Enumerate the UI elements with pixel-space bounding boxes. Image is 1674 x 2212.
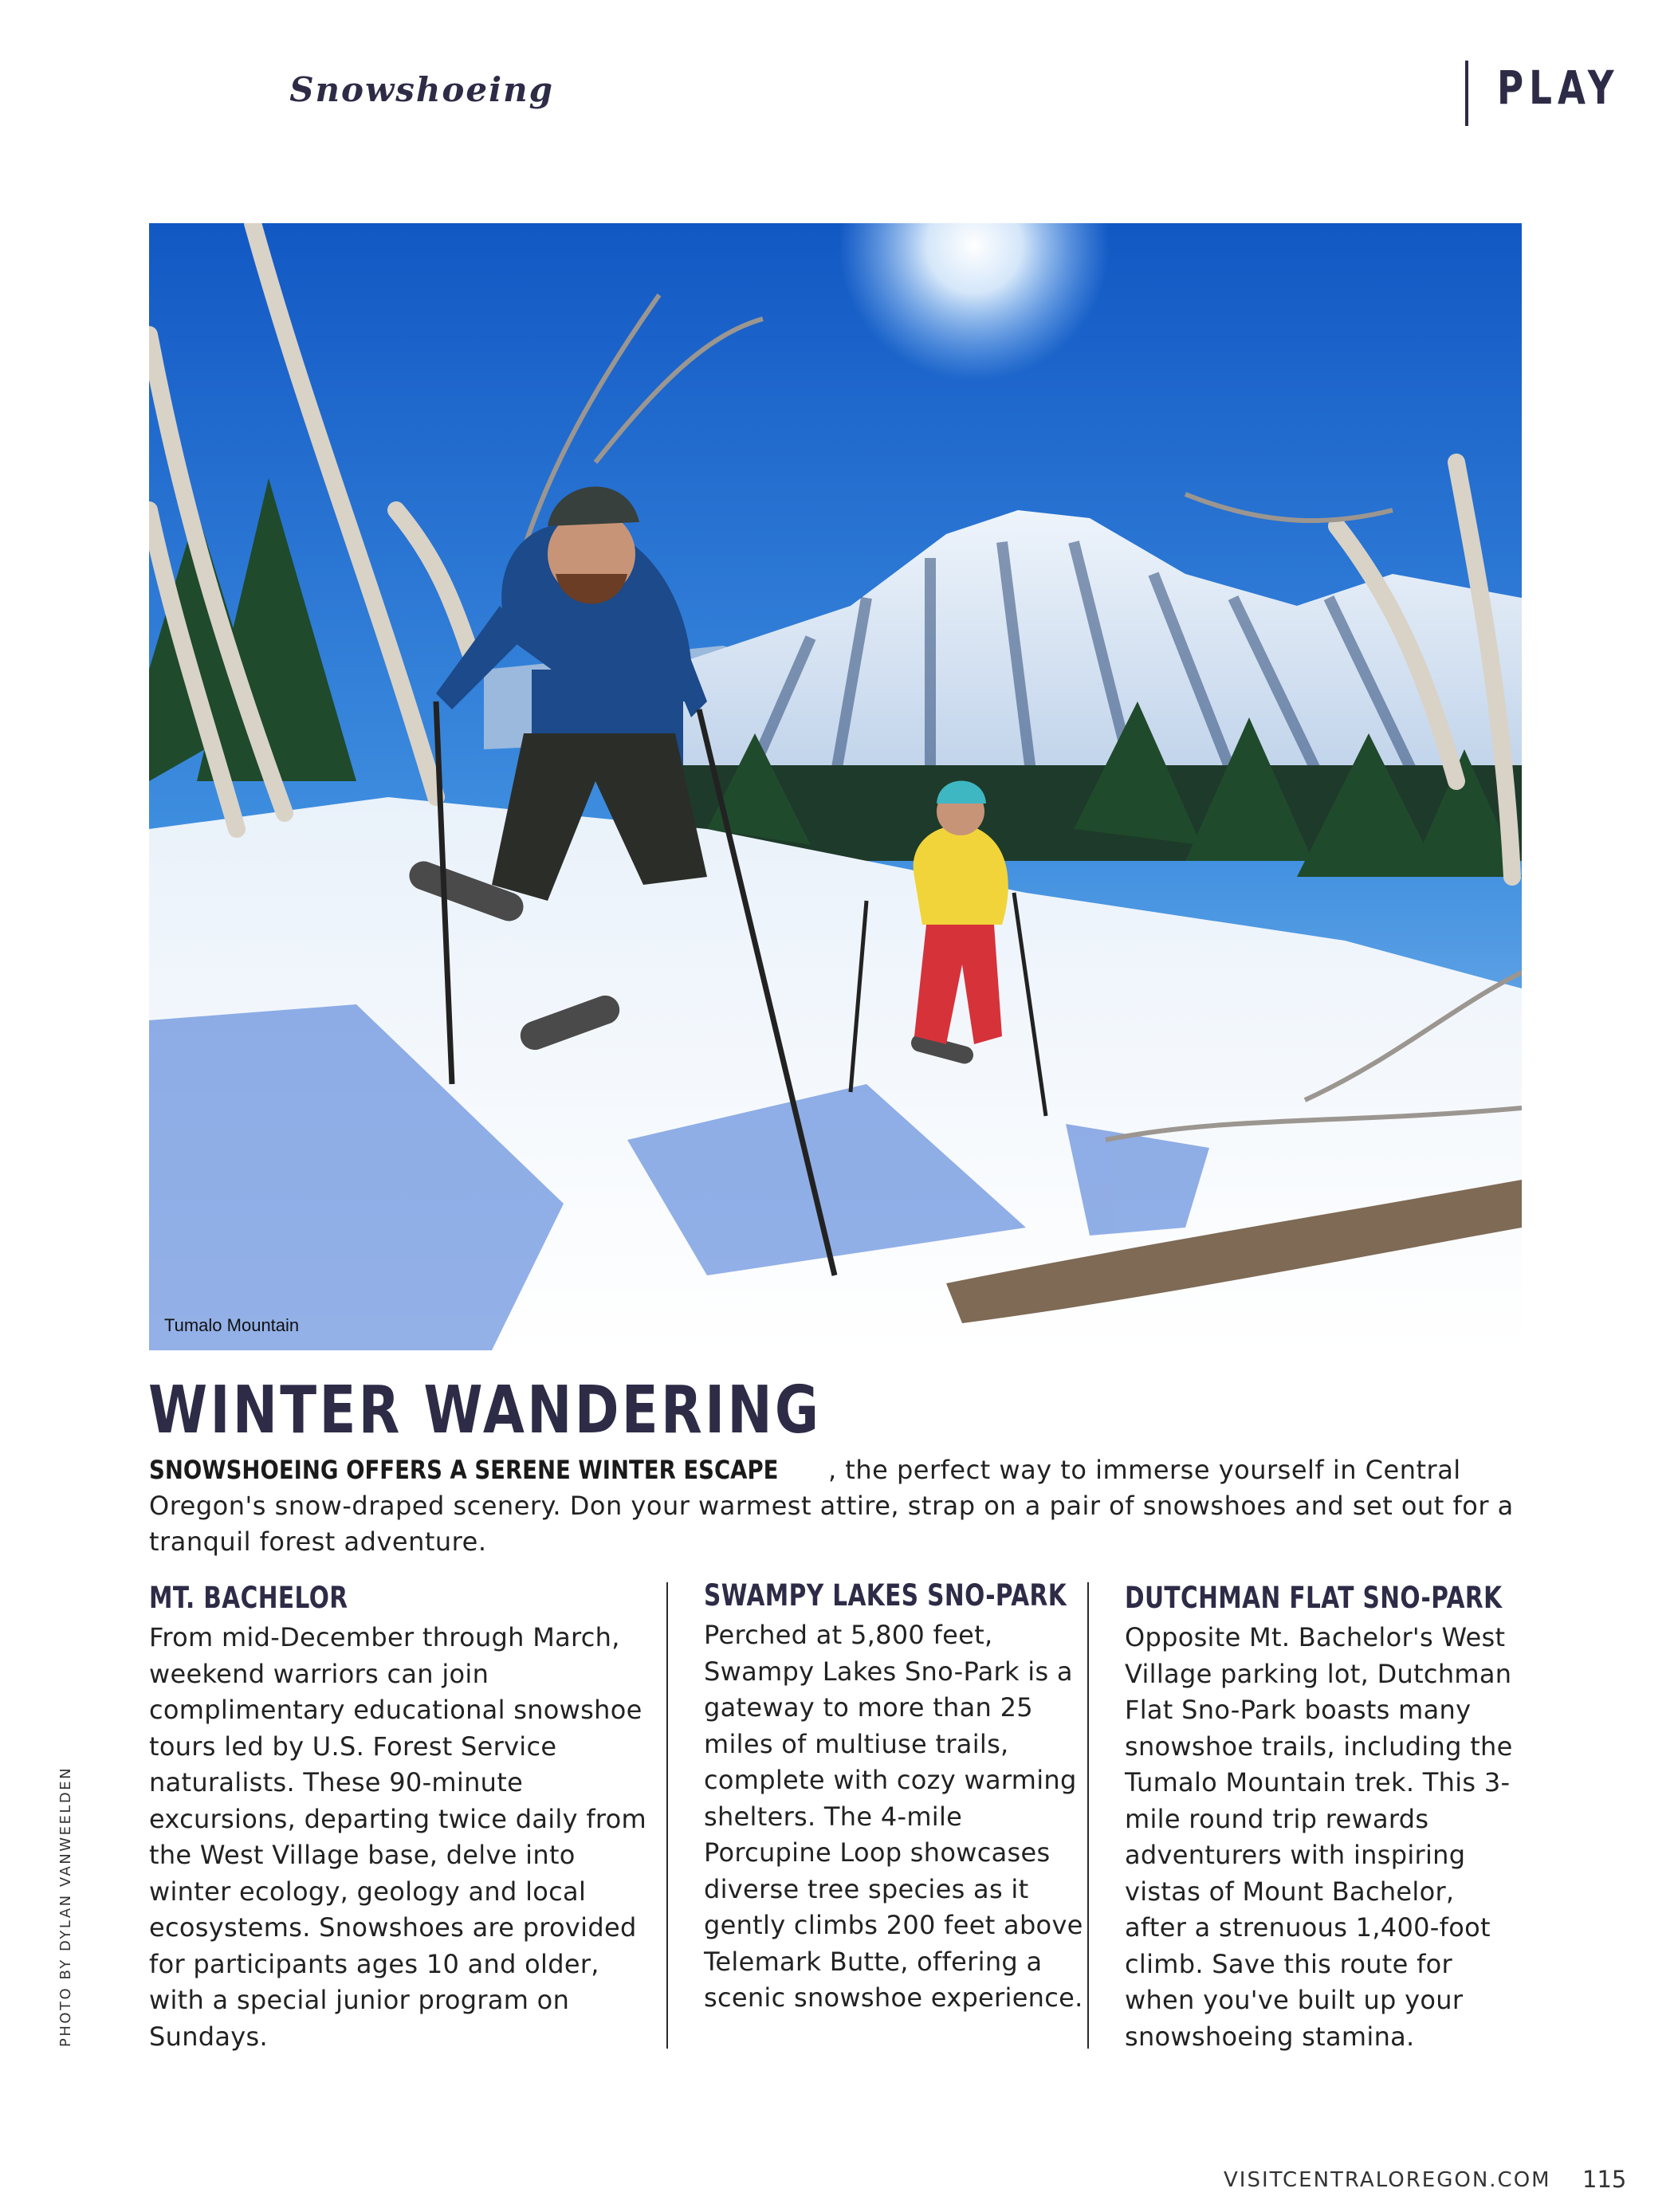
page-number: 115: [1582, 2166, 1627, 2193]
section-heading: MT. BACHELOR: [149, 1581, 348, 1615]
footer-website: VISITCENTRALOREGON.COM: [1224, 2168, 1551, 2192]
section-heading: SWAMPY LAKES SNO-PARK: [704, 1578, 1067, 1613]
section-body: From mid-December through March, weekend warriors can join complimentary educational snowshoe tours led by U.S. Forest Service naturalists. These 90-minute excursions, departing twice daily from the West Village base, delve into winter ecology, geology and local ecosystems. Snowshoes are provided for participants ages 10 and older, with a special junior program on Sundays.: [149, 1622, 646, 2052]
section-body: Opposite Mt. Bachelor's West Village parking lot, Dutchman Flat Sno-Park boasts many snowshoe trails, including the Tumalo Mountain trek. This 3-mile round trip rewards adventurers with inspiring vistas of Mount Bachelor, after a strenuous 1,400-foot climb. Save this route for when you've built up your snowshoeing stamina.: [1125, 1622, 1513, 2052]
section-swampy-lakes: [704, 1578, 1087, 2017]
header-divider: [1465, 61, 1468, 126]
photo-credit: PHOTO BY DYLAN VANWEELDEN: [57, 1766, 74, 2047]
section-dutchman-flat: [1125, 1581, 1515, 2055]
article-headline: WINTER WANDERING: [148, 1373, 822, 1448]
section-body: Perched at 5,800 feet, Swampy Lakes Sno-Park is a gateway to more than 25 miles of multiuse trails, complete with cozy warming shelters. The 4-mile Porcupine Loop showcases diverse tree species as it gently climbs 200 feet above Telemark Butte, offering a scenic snowshoe experience.: [704, 1620, 1083, 2013]
intro-lead: SNOWSHOEING OFFERS A SERENE WINTER ESCAPE: [149, 1455, 779, 1485]
intro-text: , the perfect way to immerse yourself in Central Oregon's snow-draped scenery. Don your warmest attire, strap on a pair of snowshoes and set out for a tranquil forest adventure.: [149, 1455, 1514, 1557]
column-divider: [1087, 1582, 1089, 2049]
category-label: PLAY: [1497, 61, 1620, 115]
column-divider: [666, 1582, 668, 2049]
photo-caption: Tumalo Mountain: [164, 1315, 300, 1335]
section-title: Snowshoeing: [289, 70, 554, 109]
article-intro: [149, 1452, 1520, 1560]
section-heading: DUTCHMAN FLAT SNO-PARK: [1125, 1581, 1503, 1615]
hero-photo: [149, 223, 1522, 1350]
section-mt-bachelor: [149, 1581, 659, 2055]
